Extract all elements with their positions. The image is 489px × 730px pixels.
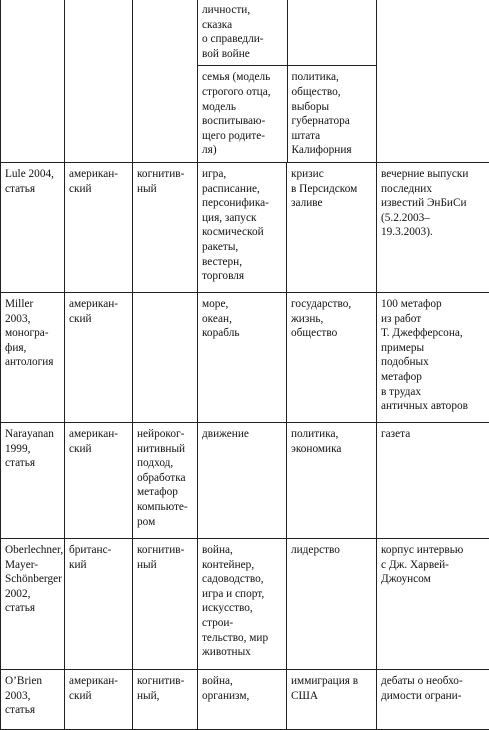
cell-source: Miller 2003, моногра- фия, антология: [1, 292, 65, 422]
cell-source: Narayanan 1999, статья: [1, 422, 65, 538]
cell-target: государство, жизнь, общество: [287, 292, 377, 422]
split-row-lower: [198, 66, 377, 162]
table-row: [1, 538, 489, 669]
table-cell: [1, 0, 65, 162]
table-cell: [65, 0, 133, 162]
cell-language: американ- ский: [65, 162, 133, 292]
cell-language: британс- кий: [65, 538, 133, 669]
table-row-continued: [1, 0, 489, 162]
cell-material: корпус интервью с Дж. Харвей- Джоунсом: [377, 538, 489, 669]
cell-approach: когнитив- ный: [133, 538, 198, 669]
cell-language: американ- ский: [65, 292, 133, 422]
table-row: [1, 669, 489, 729]
table-cell: политика, общество, выборы губернатора штата Калифорния: [287, 66, 377, 162]
cell-metaphor-source: море, океан, корабль: [198, 292, 287, 422]
cell-approach: когнитив- ный,: [133, 669, 198, 729]
table-row: [1, 422, 489, 538]
cell-approach: нейроког- нитивный подход, обработка метафор компьюте- ром: [133, 422, 198, 538]
cell-metaphor-source: движение: [198, 422, 287, 538]
cell-target: политика, экономика: [287, 422, 377, 538]
table-row: [1, 292, 489, 422]
cell-source: O’Brien 2003, статья: [1, 669, 65, 729]
cell-target: кризис в Персидском заливе: [287, 162, 377, 292]
cell-material: газета: [377, 422, 489, 538]
table-cell: [287, 0, 377, 66]
cell-source: Oberlechner, Mayer- Schönberger 2002, статья: [1, 538, 65, 669]
table-row: [1, 162, 489, 292]
table-cell: личности, сказка о справедли- вой войне: [198, 0, 287, 66]
cell-target: лидерство: [287, 538, 377, 669]
cell-source: Lule 2004, статья: [1, 162, 65, 292]
table-cell: [133, 0, 198, 162]
cell-approach: когнитив- ный: [133, 162, 198, 292]
split-row-upper: [198, 0, 377, 66]
table-cell-split: [198, 0, 377, 162]
table-cell: семья (модель строгого отца, модель воспитываю- щего родите- ля): [198, 66, 287, 162]
cell-approach: [133, 292, 198, 422]
cell-material: дебаты о необхо- димости ограни-: [377, 669, 489, 729]
cell-language: американ- ский: [65, 669, 133, 729]
table-cell: [377, 0, 489, 162]
cell-material: 100 метафор из работ Т. Джефферсона, примеры подобных метафор в трудах античных авторов: [377, 292, 489, 422]
cell-language: американ- ский: [65, 422, 133, 538]
cell-metaphor-source: война, контейнер, садоводство, игра и спорт, искусство, строи- тельство, мир животных: [198, 538, 287, 669]
cell-target: иммиграция в США: [287, 669, 377, 729]
cell-metaphor-source: игра, расписание, персонифика- ция, запуск космической ракеты, вестерн, торговля: [198, 162, 287, 292]
cell-material: вечерние выпуски последних известий ЭнБиСи (5.2.2003– 19.3.2003).: [377, 162, 489, 292]
split-subtable: [198, 0, 377, 162]
cell-metaphor-source: война, организм,: [198, 669, 287, 729]
